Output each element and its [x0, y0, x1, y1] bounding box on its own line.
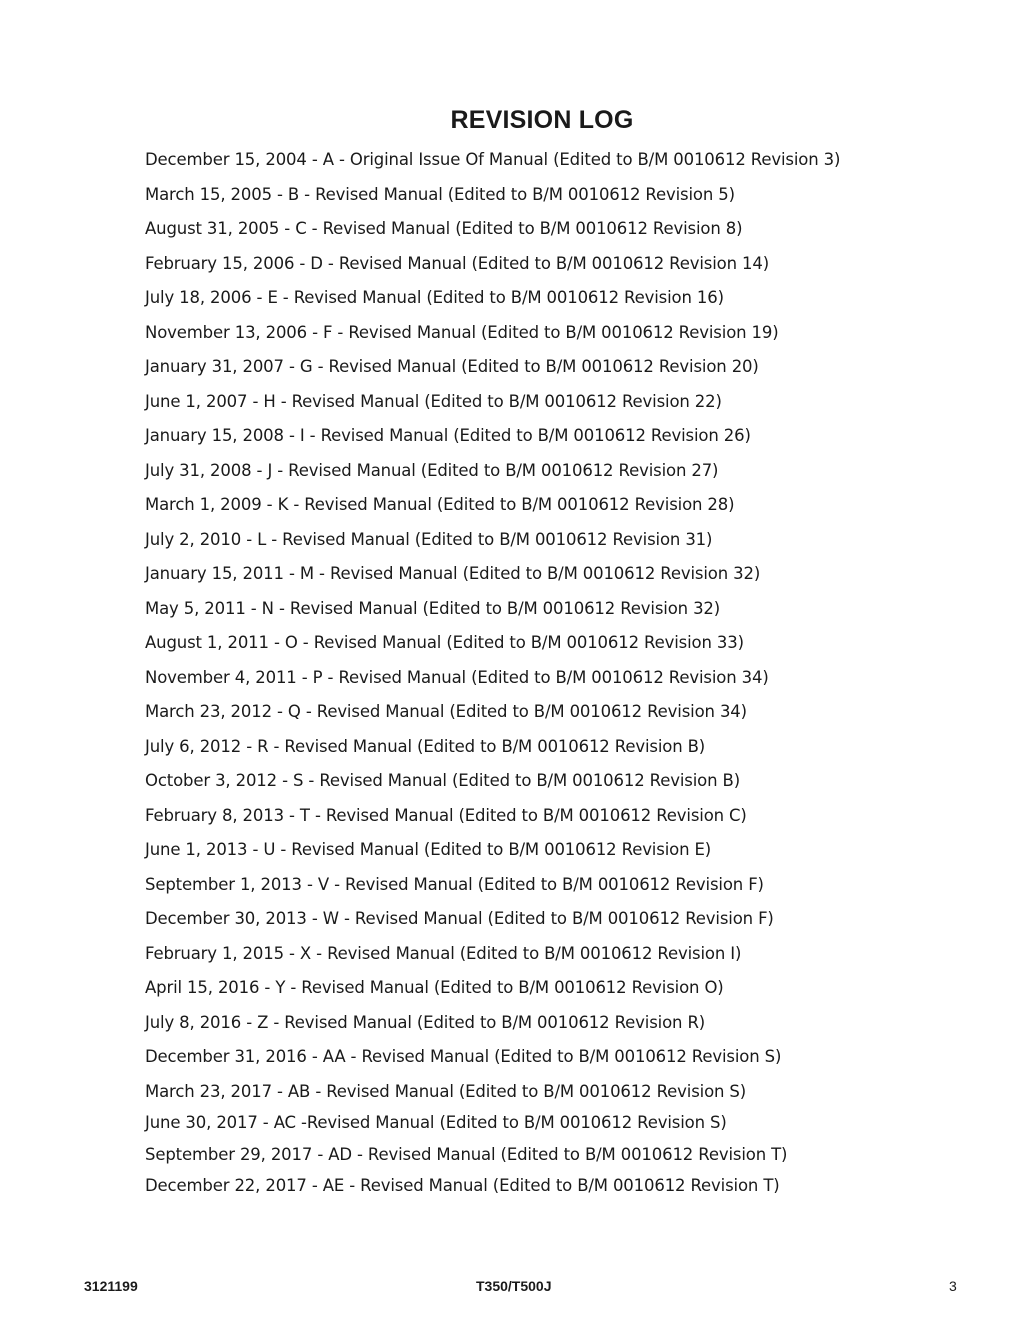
revision-entry: July 8, 2016 - Z - Revised Manual (Edited to B/M 0010612 Revision R) [145, 1013, 706, 1032]
page-title: REVISION LOG [450, 106, 634, 134]
revision-entry: January 31, 2007 - G - Revised Manual (Edited to B/M 0010612 Revision 20) [145, 357, 759, 376]
revision-entry: July 2, 2010 - L - Revised Manual (Edited to B/M 0010612 Revision 31) [145, 530, 713, 549]
revision-entry: January 15, 2011 - M - Revised Manual (Edited to B/M 0010612 Revision 32) [145, 564, 761, 583]
model-name: T350/T500J [476, 1278, 552, 1294]
revision-entry: February 1, 2015 - X - Revised Manual (Edited to B/M 0010612 Revision I) [145, 944, 742, 963]
revision-entry: August 31, 2005 - C - Revised Manual (Edited to B/M 0010612 Revision 8) [145, 219, 743, 238]
page-number: 3 [949, 1278, 957, 1294]
revision-entry: March 23, 2017 - AB - Revised Manual (Edited to B/M 0010612 Revision S) [145, 1082, 747, 1101]
revision-entry: October 3, 2012 - S - Revised Manual (Edited to B/M 0010612 Revision B) [145, 771, 740, 790]
doc-number: 3121199 [84, 1278, 138, 1294]
revision-entry: December 15, 2004 - A - Original Issue Of Manual (Edited to B/M 0010612 Revision 3) [145, 150, 841, 169]
revision-entry: July 31, 2008 - J - Revised Manual (Edited to B/M 0010612 Revision 27) [145, 461, 719, 480]
revision-entry: September 1, 2013 - V - Revised Manual (Edited to B/M 0010612 Revision F) [145, 875, 764, 894]
revision-entry: December 31, 2016 - AA - Revised Manual (Edited to B/M 0010612 Revision S) [145, 1047, 782, 1066]
revision-entry: August 1, 2011 - O - Revised Manual (Edited to B/M 0010612 Revision 33) [145, 633, 744, 652]
revision-entry: January 15, 2008 - I - Revised Manual (Edited to B/M 0010612 Revision 26) [145, 426, 751, 445]
revision-entry: July 6, 2012 - R - Revised Manual (Edited to B/M 0010612 Revision B) [145, 737, 706, 756]
revision-entry: June 30, 2017 - AC -Revised Manual (Edited to B/M 0010612 Revision S) [145, 1113, 727, 1132]
revision-entry: December 30, 2013 - W - Revised Manual (Edited to B/M 0010612 Revision F) [145, 909, 774, 928]
revision-entry: July 18, 2006 - E - Revised Manual (Edited to B/M 0010612 Revision 16) [145, 288, 724, 307]
revision-entry: April 15, 2016 - Y - Revised Manual (Edited to B/M 0010612 Revision O) [145, 978, 724, 997]
revision-entry: February 8, 2013 - T - Revised Manual (Edited to B/M 0010612 Revision C) [145, 806, 747, 825]
revision-entry: February 15, 2006 - D - Revised Manual (Edited to B/M 0010612 Revision 14) [145, 254, 770, 273]
revision-entry: November 4, 2011 - P - Revised Manual (Edited to B/M 0010612 Revision 34) [145, 668, 769, 687]
revision-entry: June 1, 2013 - U - Revised Manual (Edited to B/M 0010612 Revision E) [145, 840, 712, 859]
revision-entry: March 15, 2005 - B - Revised Manual (Edited to B/M 0010612 Revision 5) [145, 185, 735, 204]
revision-entry: September 29, 2017 - AD - Revised Manual (Edited to B/M 0010612 Revision T) [145, 1145, 788, 1164]
revision-entry: June 1, 2007 - H - Revised Manual (Edited to B/M 0010612 Revision 22) [145, 392, 722, 411]
revision-entry: March 23, 2012 - Q - Revised Manual (Edited to B/M 0010612 Revision 34) [145, 702, 747, 721]
revision-entry: November 13, 2006 - F - Revised Manual (Edited to B/M 0010612 Revision 19) [145, 323, 779, 342]
revision-entry: May 5, 2011 - N - Revised Manual (Edited to B/M 0010612 Revision 32) [145, 599, 721, 618]
revision-entry: March 1, 2009 - K - Revised Manual (Edited to B/M 0010612 Revision 28) [145, 495, 735, 514]
revision-entry: December 22, 2017 - AE - Revised Manual (Edited to B/M 0010612 Revision T) [145, 1176, 780, 1195]
